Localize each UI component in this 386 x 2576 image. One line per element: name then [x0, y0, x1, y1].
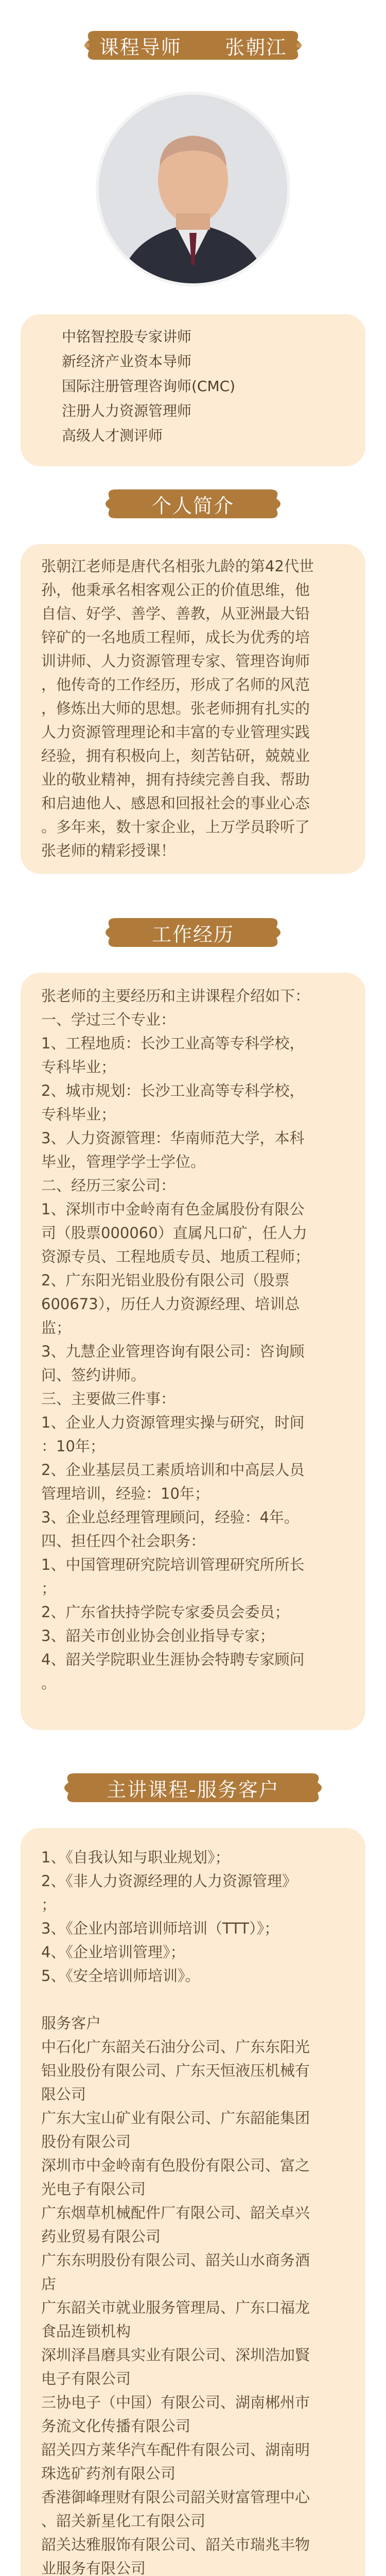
header-banner — [80, 20, 306, 71]
work-line: 600673），历任人力资源经理、培训总 — [41, 1295, 300, 1313]
client-line: 广东韶关市就业服务管理局、广东口福龙 — [41, 2299, 310, 2316]
client-line: 业服务有限公司 — [41, 2560, 146, 2576]
work-line: 4、韶关学院职业生涯协会特聘专家顾问 — [41, 1651, 305, 1668]
intro-line: 人力资源管理理论和丰富的专业管理实践 — [41, 723, 310, 741]
courses-heading: 主讲课程-服务客户 — [107, 1778, 279, 1801]
client-line: 电子有限公司 — [41, 2370, 131, 2387]
work-line: 三、主要做三件事： — [41, 1390, 176, 1408]
course-line: 5、《安全培训师培训》。 — [41, 1967, 200, 1985]
client-line: 务流文化传播有限公司 — [41, 2417, 191, 2435]
work-line: 毕业，管理学学士学位。 — [41, 1153, 206, 1171]
intro-line: 和启迪他人、感恩和回报社会的事业心态 — [41, 794, 310, 812]
work-line: 司（股票000060）直属凡口矿，任人力 — [41, 1224, 307, 1242]
work-line: 资源专员、工程地质专员、地质工程师； — [41, 1248, 310, 1265]
work-line: 1、中国管理研究院培训管理研究所所长 — [41, 1556, 305, 1573]
client-line: 广东烟草机械配件厂有限公司、韶关卓兴 — [41, 2204, 310, 2222]
client-line: 光电子有限公司 — [41, 2180, 146, 2198]
work-line: 2、广东省扶持学院专家委员会委员； — [41, 1603, 290, 1621]
course-line: 3、《企业内部培训师培训（TTT）》； — [41, 1920, 279, 1937]
work-line: 2、企业基层员工素质培训和中高层人员 — [41, 1461, 305, 1479]
client-line: 中石化广东韶关石油分公司、广东东阳光 — [41, 2038, 310, 2056]
courses-banner — [59, 1762, 327, 1814]
intro-line: ，他传奇的工作经历，形成了名师的风范 — [41, 676, 310, 693]
work-line: 3、企业总经理管理顾问，经验：4年。 — [41, 1509, 299, 1526]
work-line: 1、企业人力资源管理实操与研究，时间 — [41, 1414, 305, 1431]
title-item: 新经济产业资本导师 — [62, 353, 192, 370]
intro-line: 。多年来，数十家企业，上万学员聆听了 — [41, 818, 310, 836]
client-line: 、韶关新星化工有限公司 — [41, 2512, 206, 2530]
titles-card — [21, 314, 365, 466]
client-line: 广东东明股份有限公司、韶关山水商务酒 — [41, 2251, 310, 2269]
work-line: 1、深圳市中金岭南有色金属股份有限公 — [41, 1200, 305, 1218]
client-line: 药业贸易有限公司 — [41, 2228, 161, 2245]
work-line: 张老师的主要经历和主讲课程介绍如下： — [41, 987, 310, 1005]
work-line: 监； — [41, 1319, 72, 1336]
work-line: 1、工程地质：长沙工业高等专科学校， — [41, 1035, 305, 1052]
work-line: 3、九慧企业管理咨询有限公司：咨询顾 — [41, 1343, 305, 1360]
work-line: 2、城市规划：长沙工业高等专科学校， — [41, 1082, 305, 1099]
client-line: 韶关四方莱华汽车配件有限公司、湖南明 — [41, 2441, 310, 2459]
title-item: 中铭智控股专家讲师 — [62, 328, 192, 345]
work-banner — [100, 907, 286, 958]
course-line: 1、《自我认知与职业规划》； — [41, 1849, 230, 1866]
intro-line: 经验，拥有积极向上，刻苦钻研，兢兢业 — [41, 747, 310, 765]
intro-line: 锌矿的一名地质工程师，成长为优秀的培 — [41, 629, 310, 646]
work-line: 问、签约讲师。 — [41, 1366, 146, 1384]
client-line: 香港御峰理财有限公司韶关财富管理中心 — [41, 2488, 310, 2506]
client-line: 股份有限公司 — [41, 2133, 131, 2150]
work-line: 。 — [41, 1674, 57, 1692]
work-line: 管理培训，经验：10年； — [41, 1485, 209, 1502]
intro-line: ，修炼出大师的思想。张老师拥有扎实的 — [41, 700, 310, 717]
work-card — [21, 973, 365, 1730]
work-line: 专科毕业； — [41, 1106, 116, 1123]
intro-card — [21, 544, 365, 874]
intro-line: 孙，他秉承名相客观公正的价值思维，他 — [41, 581, 310, 599]
work-line: ； — [41, 1580, 57, 1597]
work-line: 四、担任四个社会职务： — [41, 1532, 206, 1550]
client-line: 食品连锁机构 — [41, 2323, 131, 2340]
work-heading: 工作经历 — [151, 923, 234, 946]
title-item: 高级人才测评师 — [62, 427, 163, 444]
client-line: 限公司 — [41, 2086, 86, 2103]
course-mentor-title: 课程导师 张朝江 — [99, 36, 287, 59]
course-line: 2、《非人力资源经理的人力资源管理》 — [41, 1872, 297, 1890]
work-line: 一、学过三个专业： — [41, 1011, 176, 1028]
work-line: 二、经历三家公司： — [41, 1177, 176, 1194]
client-line: 广东大宝山矿业有限公司、广东韶能集团 — [41, 2109, 310, 2127]
client-line: 韶关达雅服饰有限公司、韶关市瑞兆丰物 — [41, 2536, 310, 2553]
clients-heading: 服务客户 — [41, 2014, 101, 2032]
client-line: 店 — [41, 2275, 57, 2293]
work-line: 2、广东阳光铝业股份有限公司（股票 — [41, 1272, 290, 1289]
work-line: 3、人力资源管理：华南师范大学，本科 — [41, 1129, 305, 1147]
intro-banner — [100, 478, 286, 530]
title-item: 国际注册管理咨询师(CMC) — [62, 378, 236, 395]
intro-line: 自信、好学、善学、善教，从亚洲最大铅 — [41, 605, 310, 622]
intro-line: 张老师的精彩授课！ — [41, 842, 176, 859]
client-line: 深圳泽昌磨具实业有限公司、深圳浩加賢 — [41, 2346, 310, 2364]
course-line: ； — [41, 1896, 57, 1913]
mentor-portrait — [96, 92, 290, 286]
title-item: 注册人力资源管理师 — [62, 402, 192, 419]
intro-line: 训讲师、人力资源管理专家、管理咨询师 — [41, 652, 310, 670]
work-line: 3、韶关市创业协会创业指导专家； — [41, 1627, 275, 1645]
intro-line: 张朝江老师是唐代名相张九龄的第42代世 — [41, 557, 314, 575]
work-line: 专科毕业； — [41, 1058, 116, 1076]
client-line: 珠选矿药剂有限公司 — [41, 2465, 176, 2482]
client-line: 深圳市中金岭南有色股份有限公司、富之 — [41, 2157, 310, 2174]
client-line: 三协电子（中国）有限公司、湖南郴州市 — [41, 2394, 310, 2411]
courses-card — [21, 1828, 365, 2576]
intro-heading: 个人简介 — [151, 494, 234, 517]
client-line: 铝业股份有限公司、广东天恒液压机械有 — [41, 2062, 310, 2079]
course-line: 4、《企业培训管理》； — [41, 1943, 185, 1961]
work-line: ：10年； — [41, 1437, 105, 1455]
intro-line: 业的敬业精神，拥有持续完善自我、帮助 — [41, 771, 310, 788]
